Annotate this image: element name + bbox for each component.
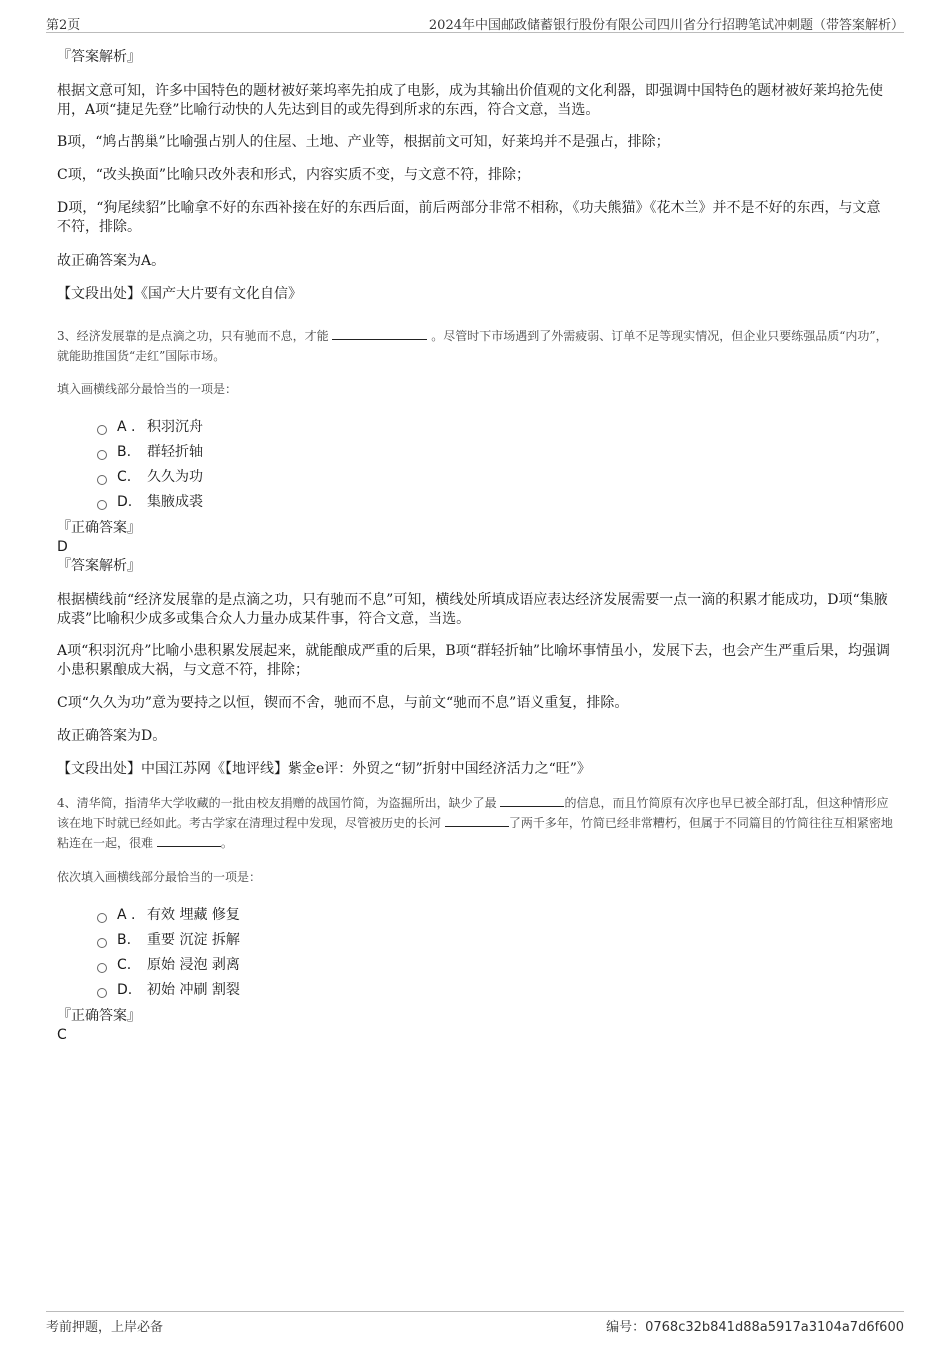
document-title: 2024年中国邮政储蓄银行股份有限公司四川省分行招聘笔试冲刺题（带答案解析）: [428, 18, 904, 33]
q4-prompt: 依次填入画横线部分最恰当的一项是：: [57, 870, 262, 884]
page-number: 第2页: [46, 18, 81, 33]
radio-icon[interactable]: [97, 475, 107, 485]
q3-text-after: 。尽管时下市场遇到了外需疲弱、订单不足等现实情况，但企业只要练强品质“内功”，就能助推国货“走红”国际市场。: [57, 329, 888, 363]
option-letter: A .: [117, 907, 136, 923]
q3-analysis-label: 『答案解析』: [57, 558, 141, 574]
option-text: 积羽沉舟: [147, 419, 203, 435]
q2-analysis-para3: C项，“改头换面”比喻只改外表和形式，内容实质不变，与文意不符，排除；: [57, 167, 531, 183]
q4-option-b[interactable]: [97, 928, 893, 953]
option-letter: D.: [117, 494, 133, 510]
radio-icon[interactable]: [97, 500, 107, 510]
q3-option-d[interactable]: [97, 490, 893, 515]
option-text: 久久为功: [147, 469, 203, 485]
q3-source: 【文段出处】中国江苏网《【地评线】紫金e评：外贸之“韧”折射中国经济活力之“旺”》: [57, 761, 591, 777]
q3-option-a[interactable]: [97, 415, 893, 440]
q4-answer: C: [57, 1027, 67, 1043]
q3-answer: D: [57, 539, 68, 555]
option-text: 群轻折轴: [147, 444, 203, 460]
q4-question: [57, 793, 893, 853]
q2-conclusion: 故正确答案为A。: [57, 253, 166, 269]
radio-icon[interactable]: [97, 425, 107, 435]
q3-prompt: 填入画横线部分最恰当的一项是：: [57, 382, 238, 396]
option-letter: A .: [117, 419, 136, 435]
q4-blank-1: [500, 794, 564, 807]
option-text: 原始 浸泡 剥离: [147, 957, 240, 973]
q4-options: [97, 903, 893, 1003]
q3-options: [97, 415, 893, 515]
radio-icon[interactable]: [97, 963, 107, 973]
option-letter: B.: [117, 444, 132, 460]
option-text: 重要 沉淀 拆解: [147, 932, 240, 948]
q2-analysis-para2: B项，“鸠占鹊巢”比喻强占别人的住屋、土地、产业等，根据前文可知，好莱坞并不是强占，排除；: [57, 134, 670, 150]
option-text: 有效 埋藏 修复: [147, 907, 240, 923]
q4-option-c[interactable]: [97, 953, 893, 978]
radio-icon[interactable]: [97, 913, 107, 923]
q4-text2: 的信息，而且竹简原有次序也早已被全部打乱，但这种情形应该在地下时就已经如此。考古学家在清理过程中发现，尽管被历史的长河: [57, 796, 889, 830]
radio-icon[interactable]: [97, 938, 107, 948]
q4-blank-3: [157, 834, 221, 847]
option-letter: D.: [117, 982, 133, 998]
q3-option-b[interactable]: [97, 440, 893, 465]
q2-analysis-label: 『答案解析』: [57, 49, 141, 65]
page-footer: [46, 1311, 904, 1334]
footer-slogan: 考前押题，上岸必备: [46, 1320, 164, 1335]
option-letter: C.: [117, 957, 132, 973]
q2-source: 【文段出处】《国产大片要有文化自信》: [57, 286, 302, 302]
option-letter: B.: [117, 932, 132, 948]
q4-text4: 。: [220, 836, 233, 850]
footer-code-label: 编号：: [606, 1320, 646, 1335]
q2-analysis-para4: D项，“狗尾续貂”比喻拿不好的东西补接在好的东西后面，前后两部分非常不相称，《功夫熊猫》《花木兰》并不是不好的东西，与文意不符，排除。: [57, 200, 881, 235]
q4-text1: 4、清华简，指清华大学收藏的一批由校友捐赠的战国竹简，为盗掘所出，缺少了最: [57, 796, 497, 810]
q2-analysis-para1: 根据文意可知，许多中国特色的题材被好莱坞率先拍成了电影，成为其输出价值观的文化利器，即强调中国特色的题材被好莱坞抢先使用，A项“捷足先登”比喻行动快的人先达到目的或先得到所求的东西，符合文意，当选。: [57, 83, 883, 118]
document-content: [57, 46, 893, 1045]
radio-icon[interactable]: [97, 450, 107, 460]
q4-blank-2: [445, 814, 509, 827]
q3-analysis-para3: C项“久久为功”意为要持之以恒，锲而不舍，驰而不息，与前文“驰而不息”语义重复，排除。: [57, 695, 629, 711]
q3-conclusion: 故正确答案为D。: [57, 728, 167, 744]
q3-option-c[interactable]: [97, 465, 893, 490]
q3-question: [57, 326, 893, 366]
option-text: 集腋成裘: [147, 494, 203, 510]
q4-option-a[interactable]: [97, 903, 893, 928]
footer-code-value: 0768c32b841d88a5917a3104a7d6f600: [645, 1320, 904, 1335]
option-text: 初始 冲刷 割裂: [147, 982, 240, 998]
q3-analysis-para2: A项“积羽沉舟”比喻小患积累发展起来，就能酿成严重的后果，B项“群轻折轴”比喻坏事情虽小，发展下去，也会产生严重后果，均强调小患积累酿成大祸，与文意不符，排除；: [57, 643, 891, 678]
q3-text-before: 3、经济发展靠的是点滴之功，只有驰而不息，才能: [57, 329, 329, 343]
q3-answer-label: 『正确答案』: [57, 520, 141, 536]
page-header: [46, 12, 904, 33]
q3-blank: [332, 327, 427, 340]
footer-code: [606, 1316, 904, 1335]
option-letter: C.: [117, 469, 132, 485]
q3-analysis-para1: 根据横线前“经济发展靠的是点滴之功，只有驰而不息”可知，横线处所填成语应表达经济发展需要一点一滴的积累才能成功，D项“集腋成裘”比喻积少成多或集合众人力量办成某件事，符合文意，当选。: [57, 592, 888, 627]
q4-option-d[interactable]: [97, 978, 893, 1003]
q4-text3: 了两千多年，竹简已经非常糟朽，但属于不同篇目的竹简往往互相紧密地粘连在一起，很难: [57, 816, 893, 850]
radio-icon[interactable]: [97, 988, 107, 998]
q4-answer-label: 『正确答案』: [57, 1008, 141, 1024]
